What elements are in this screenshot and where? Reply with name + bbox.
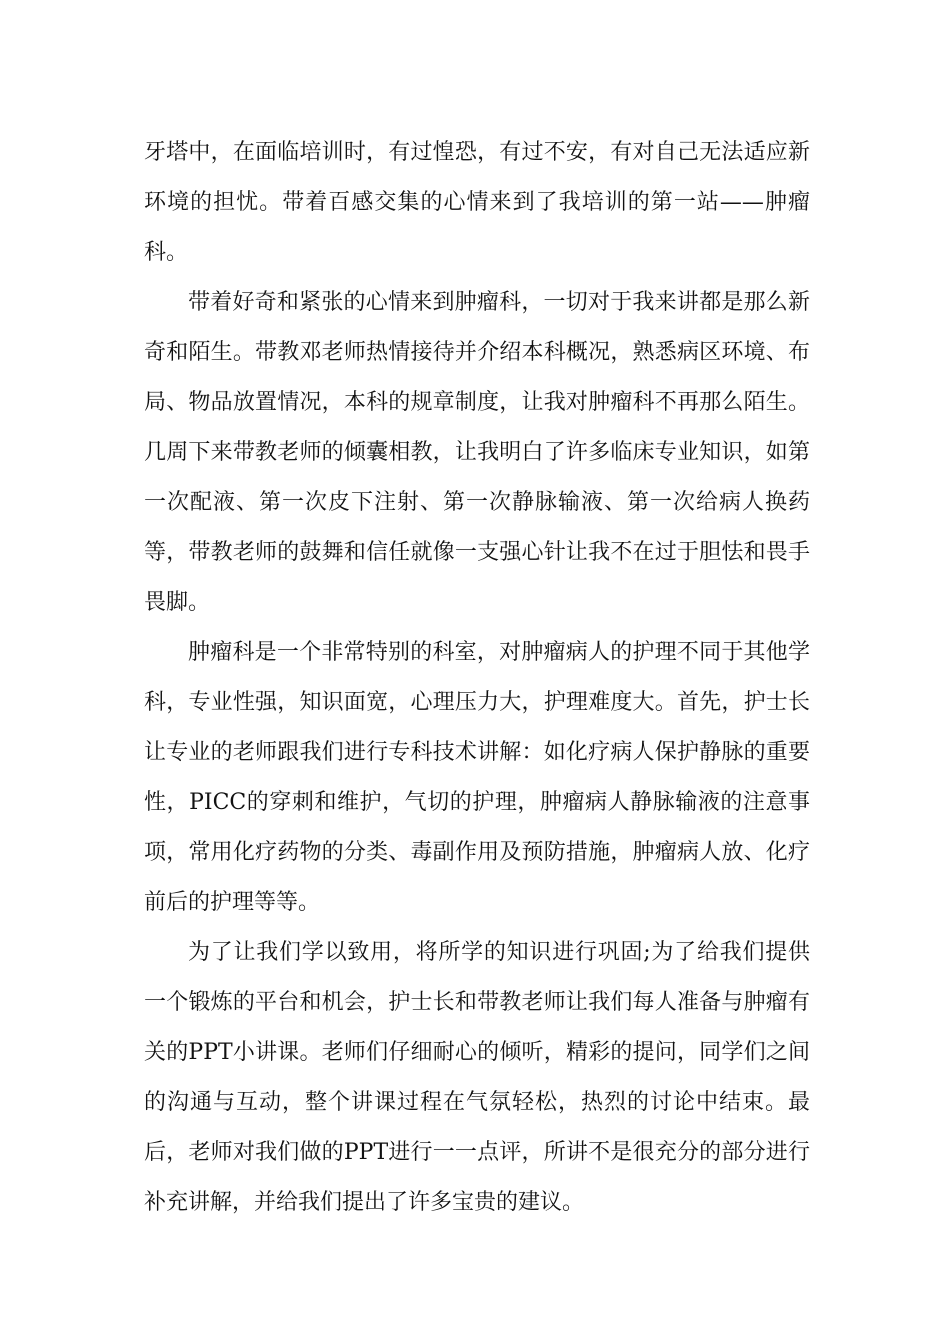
paragraph-1: 牙塔中，在面临培训时，有过惶恐，有过不安，有对自己无法适应新环境的担忧。带着百感交集的心情来到了我培训的第一站——肿瘤科。 <box>144 140 810 265</box>
paragraph-4: 为了让我们学以致用，将所学的知识进行巩固;为了给我们提供一个锻炼的平台和机会，护士长和带教老师让我们每人准备与肿瘤有关的PPT小讲课。老师们仔细耐心的倾听，精彩的提问，同学们之间的沟通与互动，整个讲课过程在气氛轻松，热烈的讨论中结束。最后，老师对我们做的PPT进行一一点评，所讲不是很充分的部分进行补充讲解，并给我们提出了许多宝贵的建议。 <box>144 940 810 1215</box>
paragraph-2: 带着好奇和紧张的心情来到肿瘤科，一切对于我来讲都是那么新奇和陌生。带教邓老师热情接待并介绍本科概况，熟悉病区环境、布局、物品放置情况，本科的规章制度，让我对肿瘤科不再那么陌生。几周下来带教老师的倾囊相教，让我明白了许多临床专业知识，如第一次配液、第一次皮下注射、第一次静脉输液、第一次给病人换药等，带教老师的鼓舞和信任就像一支强心针让我不在过于胆怯和畏手畏脚。 <box>144 290 810 615</box>
paragraph-3: 肿瘤科是一个非常特别的科室，对肿瘤病人的护理不同于其他学科，专业性强，知识面宽，心理压力大，护理难度大。首先，护士长让专业的老师跟我们进行专科技术讲解：如化疗病人保护静脉的重要性，PICC的穿刺和维护，气切的护理，肿瘤病人静脉输液的注意事项，常用化疗药物的分类、毒副作用及预防措施，肿瘤病人放、化疗前后的护理等等。 <box>144 640 810 915</box>
document-body <box>144 128 810 1228</box>
